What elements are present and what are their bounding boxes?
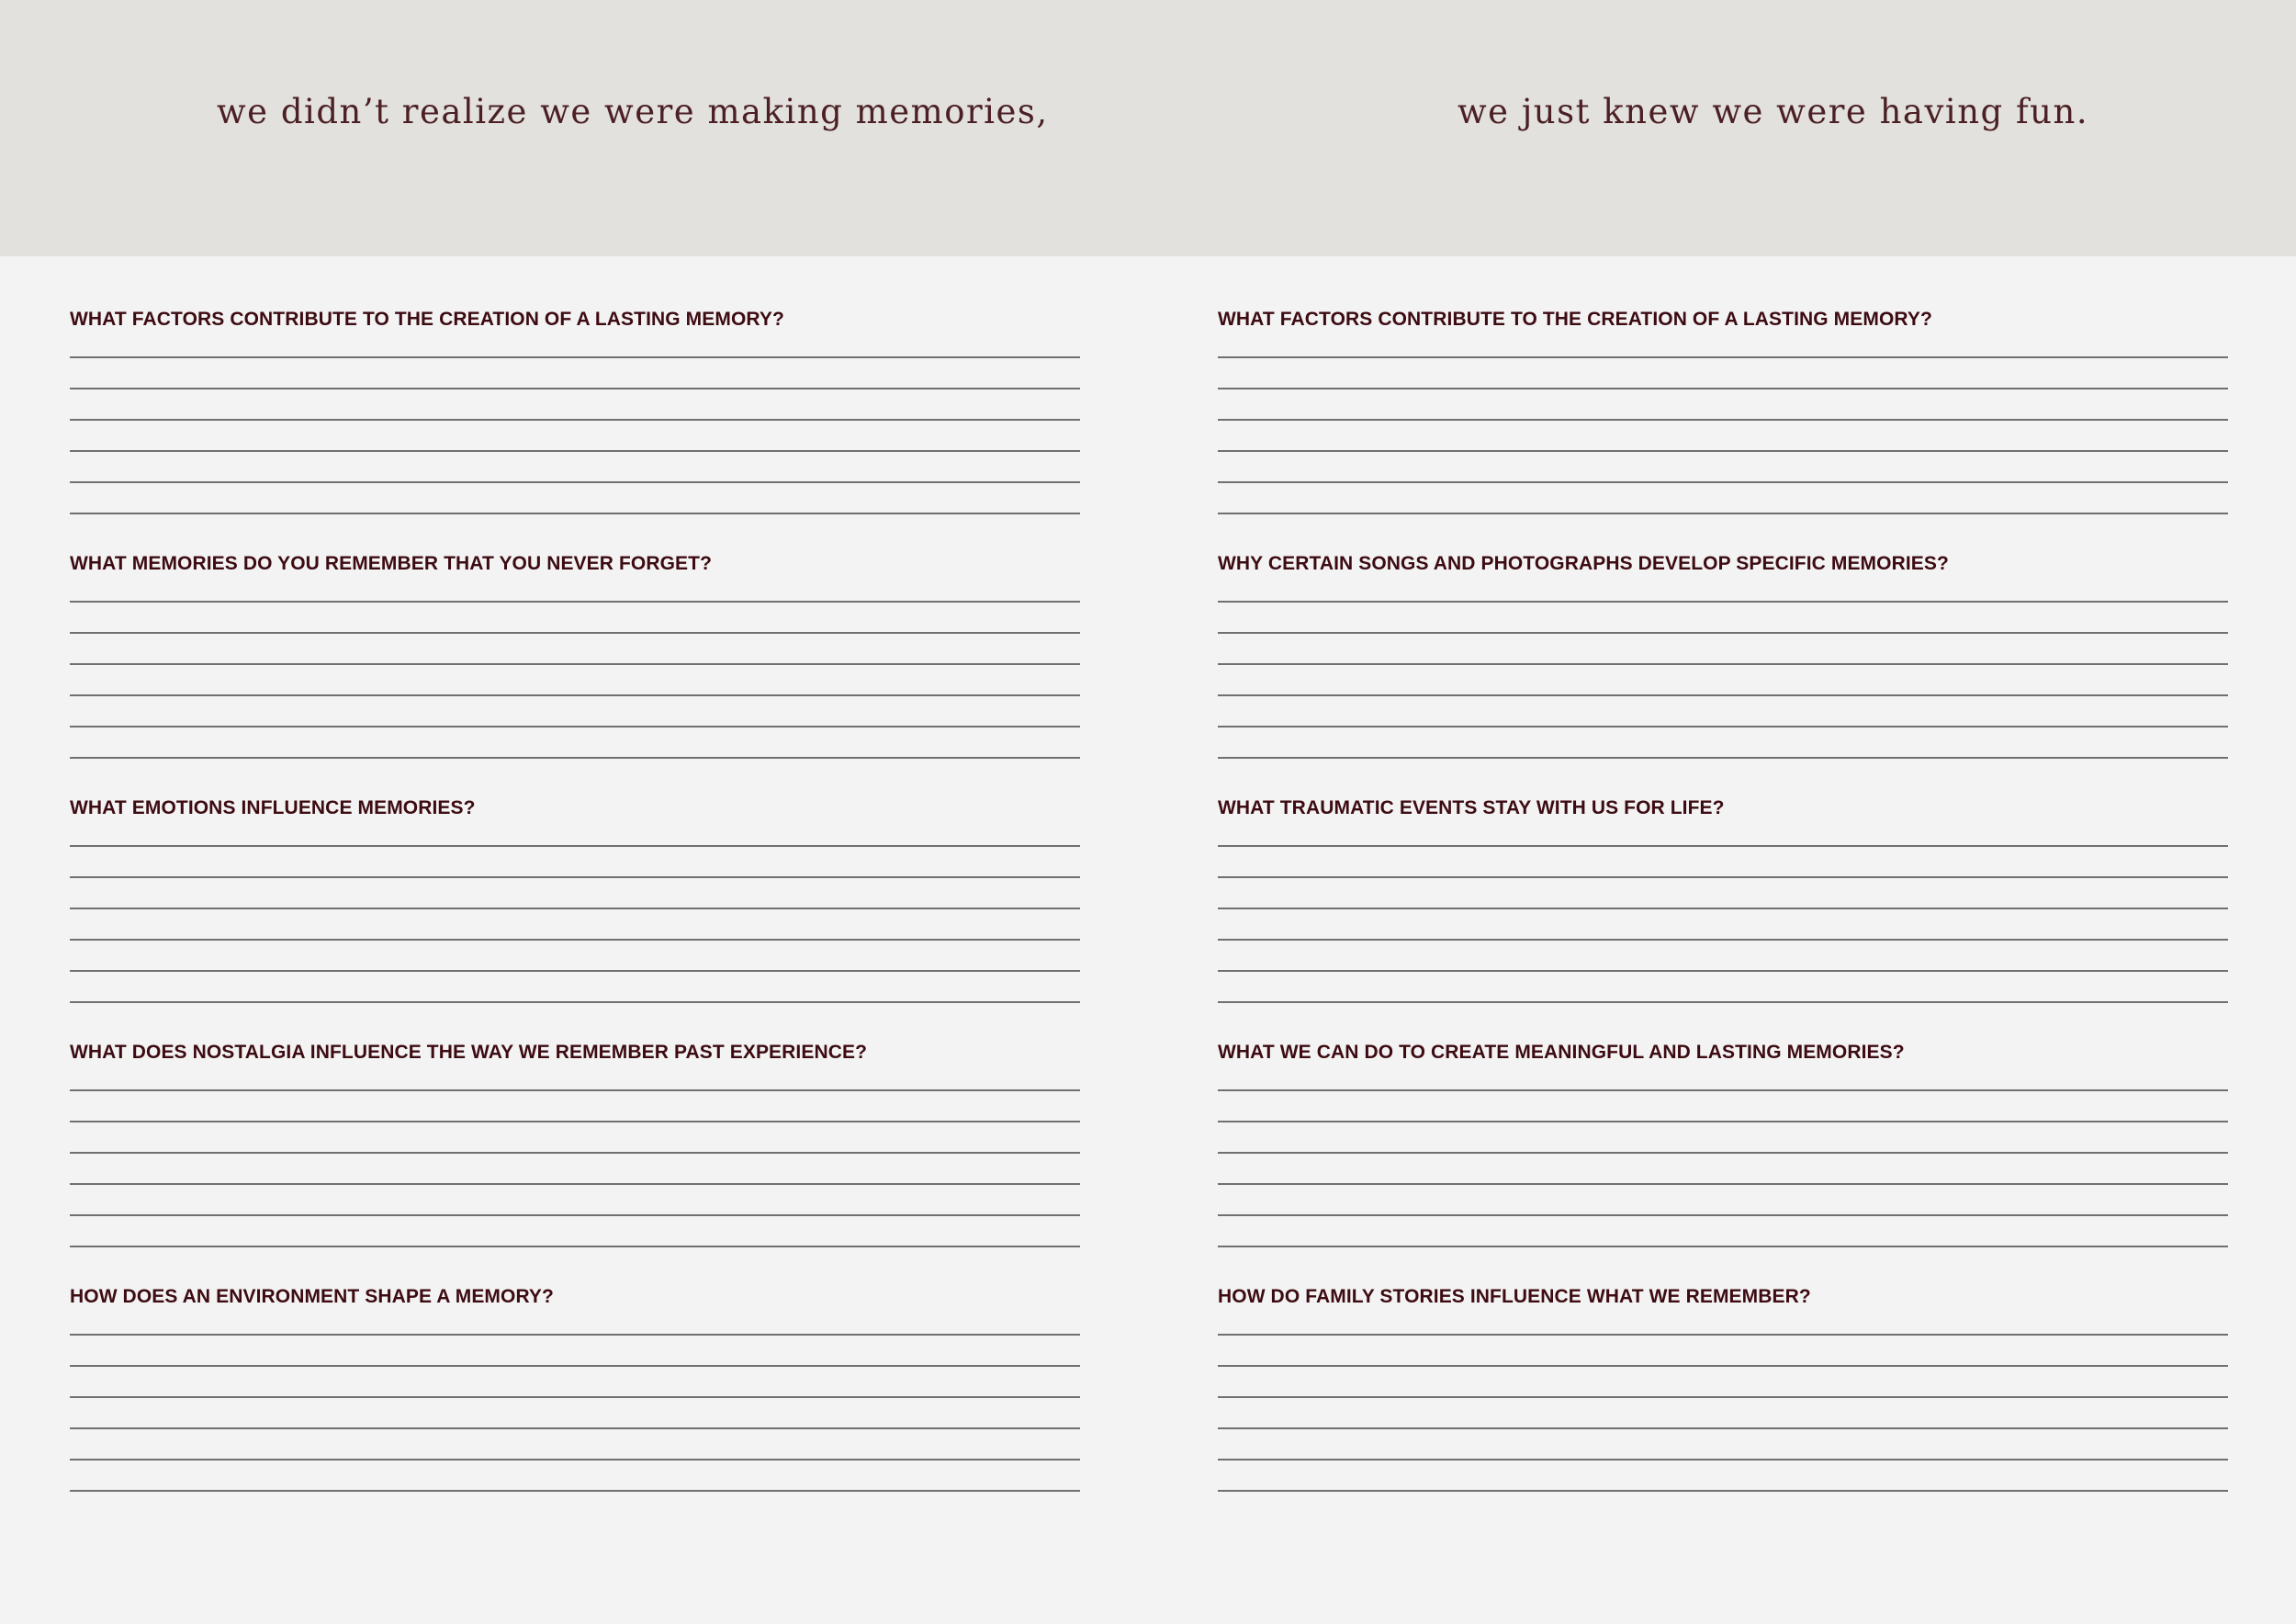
rule-line bbox=[1218, 1459, 2228, 1490]
rule-line bbox=[70, 876, 1080, 908]
right-column bbox=[1218, 306, 2228, 1528]
header-banner bbox=[0, 0, 2296, 256]
rule-line bbox=[70, 419, 1080, 450]
question-section bbox=[1218, 306, 2228, 550]
rule-line bbox=[1218, 1183, 2228, 1214]
question-section bbox=[70, 1283, 1080, 1528]
rule-line bbox=[70, 632, 1080, 663]
writing-lines[interactable] bbox=[70, 356, 1080, 544]
question-section bbox=[70, 1039, 1080, 1283]
question-section bbox=[1218, 795, 2228, 1039]
rule-line bbox=[1218, 632, 2228, 663]
rule-line bbox=[1218, 388, 2228, 419]
rule-line bbox=[1218, 1001, 2228, 1032]
rule-line bbox=[70, 1089, 1080, 1121]
rule-line bbox=[70, 694, 1080, 726]
rule-line bbox=[1218, 663, 2228, 694]
rule-line bbox=[70, 663, 1080, 694]
question-section bbox=[70, 306, 1080, 550]
rule-line bbox=[1218, 694, 2228, 726]
rule-line bbox=[70, 1427, 1080, 1459]
question-section bbox=[70, 550, 1080, 795]
rule-line bbox=[1218, 1427, 2228, 1459]
writing-lines[interactable] bbox=[70, 601, 1080, 788]
rule-line bbox=[1218, 939, 2228, 970]
writing-lines[interactable] bbox=[1218, 1334, 2228, 1521]
rule-line bbox=[1218, 1490, 2228, 1521]
rule-line bbox=[70, 757, 1080, 788]
rule-line bbox=[70, 939, 1080, 970]
rule-line bbox=[70, 1214, 1080, 1246]
rule-line bbox=[1218, 1214, 2228, 1246]
rule-line bbox=[70, 1152, 1080, 1183]
question-section bbox=[70, 795, 1080, 1039]
rule-line bbox=[1218, 970, 2228, 1001]
rule-line bbox=[70, 1365, 1080, 1396]
question-label: WHAT DOES NOSTALGIA INFLUENCE THE WAY WE REMEMBER PAST EXPERIENCE? bbox=[70, 1042, 868, 1063]
rule-line bbox=[70, 356, 1080, 388]
writing-lines[interactable] bbox=[70, 1089, 1080, 1277]
rule-line bbox=[70, 1001, 1080, 1032]
rule-line bbox=[1218, 876, 2228, 908]
rule-line bbox=[1218, 1246, 2228, 1277]
question-label: WHAT TRAUMATIC EVENTS STAY WITH US FOR LIFE? bbox=[1218, 797, 1725, 818]
rule-line bbox=[70, 1246, 1080, 1277]
rule-line bbox=[70, 1490, 1080, 1521]
rule-line bbox=[70, 481, 1080, 513]
question-label: WHAT FACTORS CONTRIBUTE TO THE CREATION OF A LASTING MEMORY? bbox=[1218, 309, 1932, 330]
writing-lines[interactable] bbox=[70, 1334, 1080, 1521]
rule-line bbox=[70, 1459, 1080, 1490]
rule-line bbox=[70, 1121, 1080, 1152]
left-column bbox=[70, 306, 1080, 1528]
question-label: WHAT EMOTIONS INFLUENCE MEMORIES? bbox=[70, 797, 476, 818]
rule-line bbox=[1218, 1152, 2228, 1183]
rule-line bbox=[1218, 845, 2228, 876]
rule-line bbox=[1218, 419, 2228, 450]
rule-line bbox=[1218, 601, 2228, 632]
question-label: WHAT FACTORS CONTRIBUTE TO THE CREATION OF A LASTING MEMORY? bbox=[70, 309, 784, 330]
writing-lines[interactable] bbox=[1218, 1089, 2228, 1277]
rule-line bbox=[1218, 1396, 2228, 1427]
left-quote: we didn’t realize we were making memories, bbox=[217, 92, 1049, 131]
writing-lines[interactable] bbox=[1218, 356, 2228, 544]
rule-line bbox=[1218, 356, 2228, 388]
right-quote: we just knew we were having fun. bbox=[1458, 92, 2089, 131]
question-section bbox=[1218, 1039, 2228, 1283]
rule-line bbox=[70, 1396, 1080, 1427]
rule-line bbox=[70, 450, 1080, 481]
question-section bbox=[1218, 1283, 2228, 1528]
writing-lines[interactable] bbox=[1218, 845, 2228, 1032]
rule-line bbox=[1218, 450, 2228, 481]
rule-line bbox=[70, 513, 1080, 544]
question-label: HOW DO FAMILY STORIES INFLUENCE WHAT WE REMEMBER? bbox=[1218, 1286, 1811, 1307]
rule-line bbox=[1218, 1334, 2228, 1365]
rule-line bbox=[70, 726, 1080, 757]
rule-line bbox=[1218, 481, 2228, 513]
rule-line bbox=[70, 601, 1080, 632]
rule-line bbox=[70, 388, 1080, 419]
rule-line bbox=[1218, 1121, 2228, 1152]
rule-line bbox=[1218, 1089, 2228, 1121]
rule-line bbox=[70, 908, 1080, 939]
rule-line bbox=[70, 1334, 1080, 1365]
rule-line bbox=[70, 845, 1080, 876]
rule-line bbox=[70, 970, 1080, 1001]
rule-line bbox=[1218, 1365, 2228, 1396]
rule-line bbox=[70, 1183, 1080, 1214]
question-label: WHAT MEMORIES DO YOU REMEMBER THAT YOU NEVER FORGET? bbox=[70, 553, 712, 574]
rule-line bbox=[1218, 757, 2228, 788]
rule-line bbox=[1218, 513, 2228, 544]
question-section bbox=[1218, 550, 2228, 795]
rule-line bbox=[1218, 726, 2228, 757]
question-label: WHY CERTAIN SONGS AND PHOTOGRAPHS DEVELOP SPECIFIC MEMORIES? bbox=[1218, 553, 1949, 574]
rule-line bbox=[1218, 908, 2228, 939]
question-label: WHAT WE CAN DO TO CREATE MEANINGFUL AND LASTING MEMORIES? bbox=[1218, 1042, 1905, 1063]
question-label: HOW DOES AN ENVIRONMENT SHAPE A MEMORY? bbox=[70, 1286, 554, 1307]
writing-lines[interactable] bbox=[70, 845, 1080, 1032]
writing-lines[interactable] bbox=[1218, 601, 2228, 788]
